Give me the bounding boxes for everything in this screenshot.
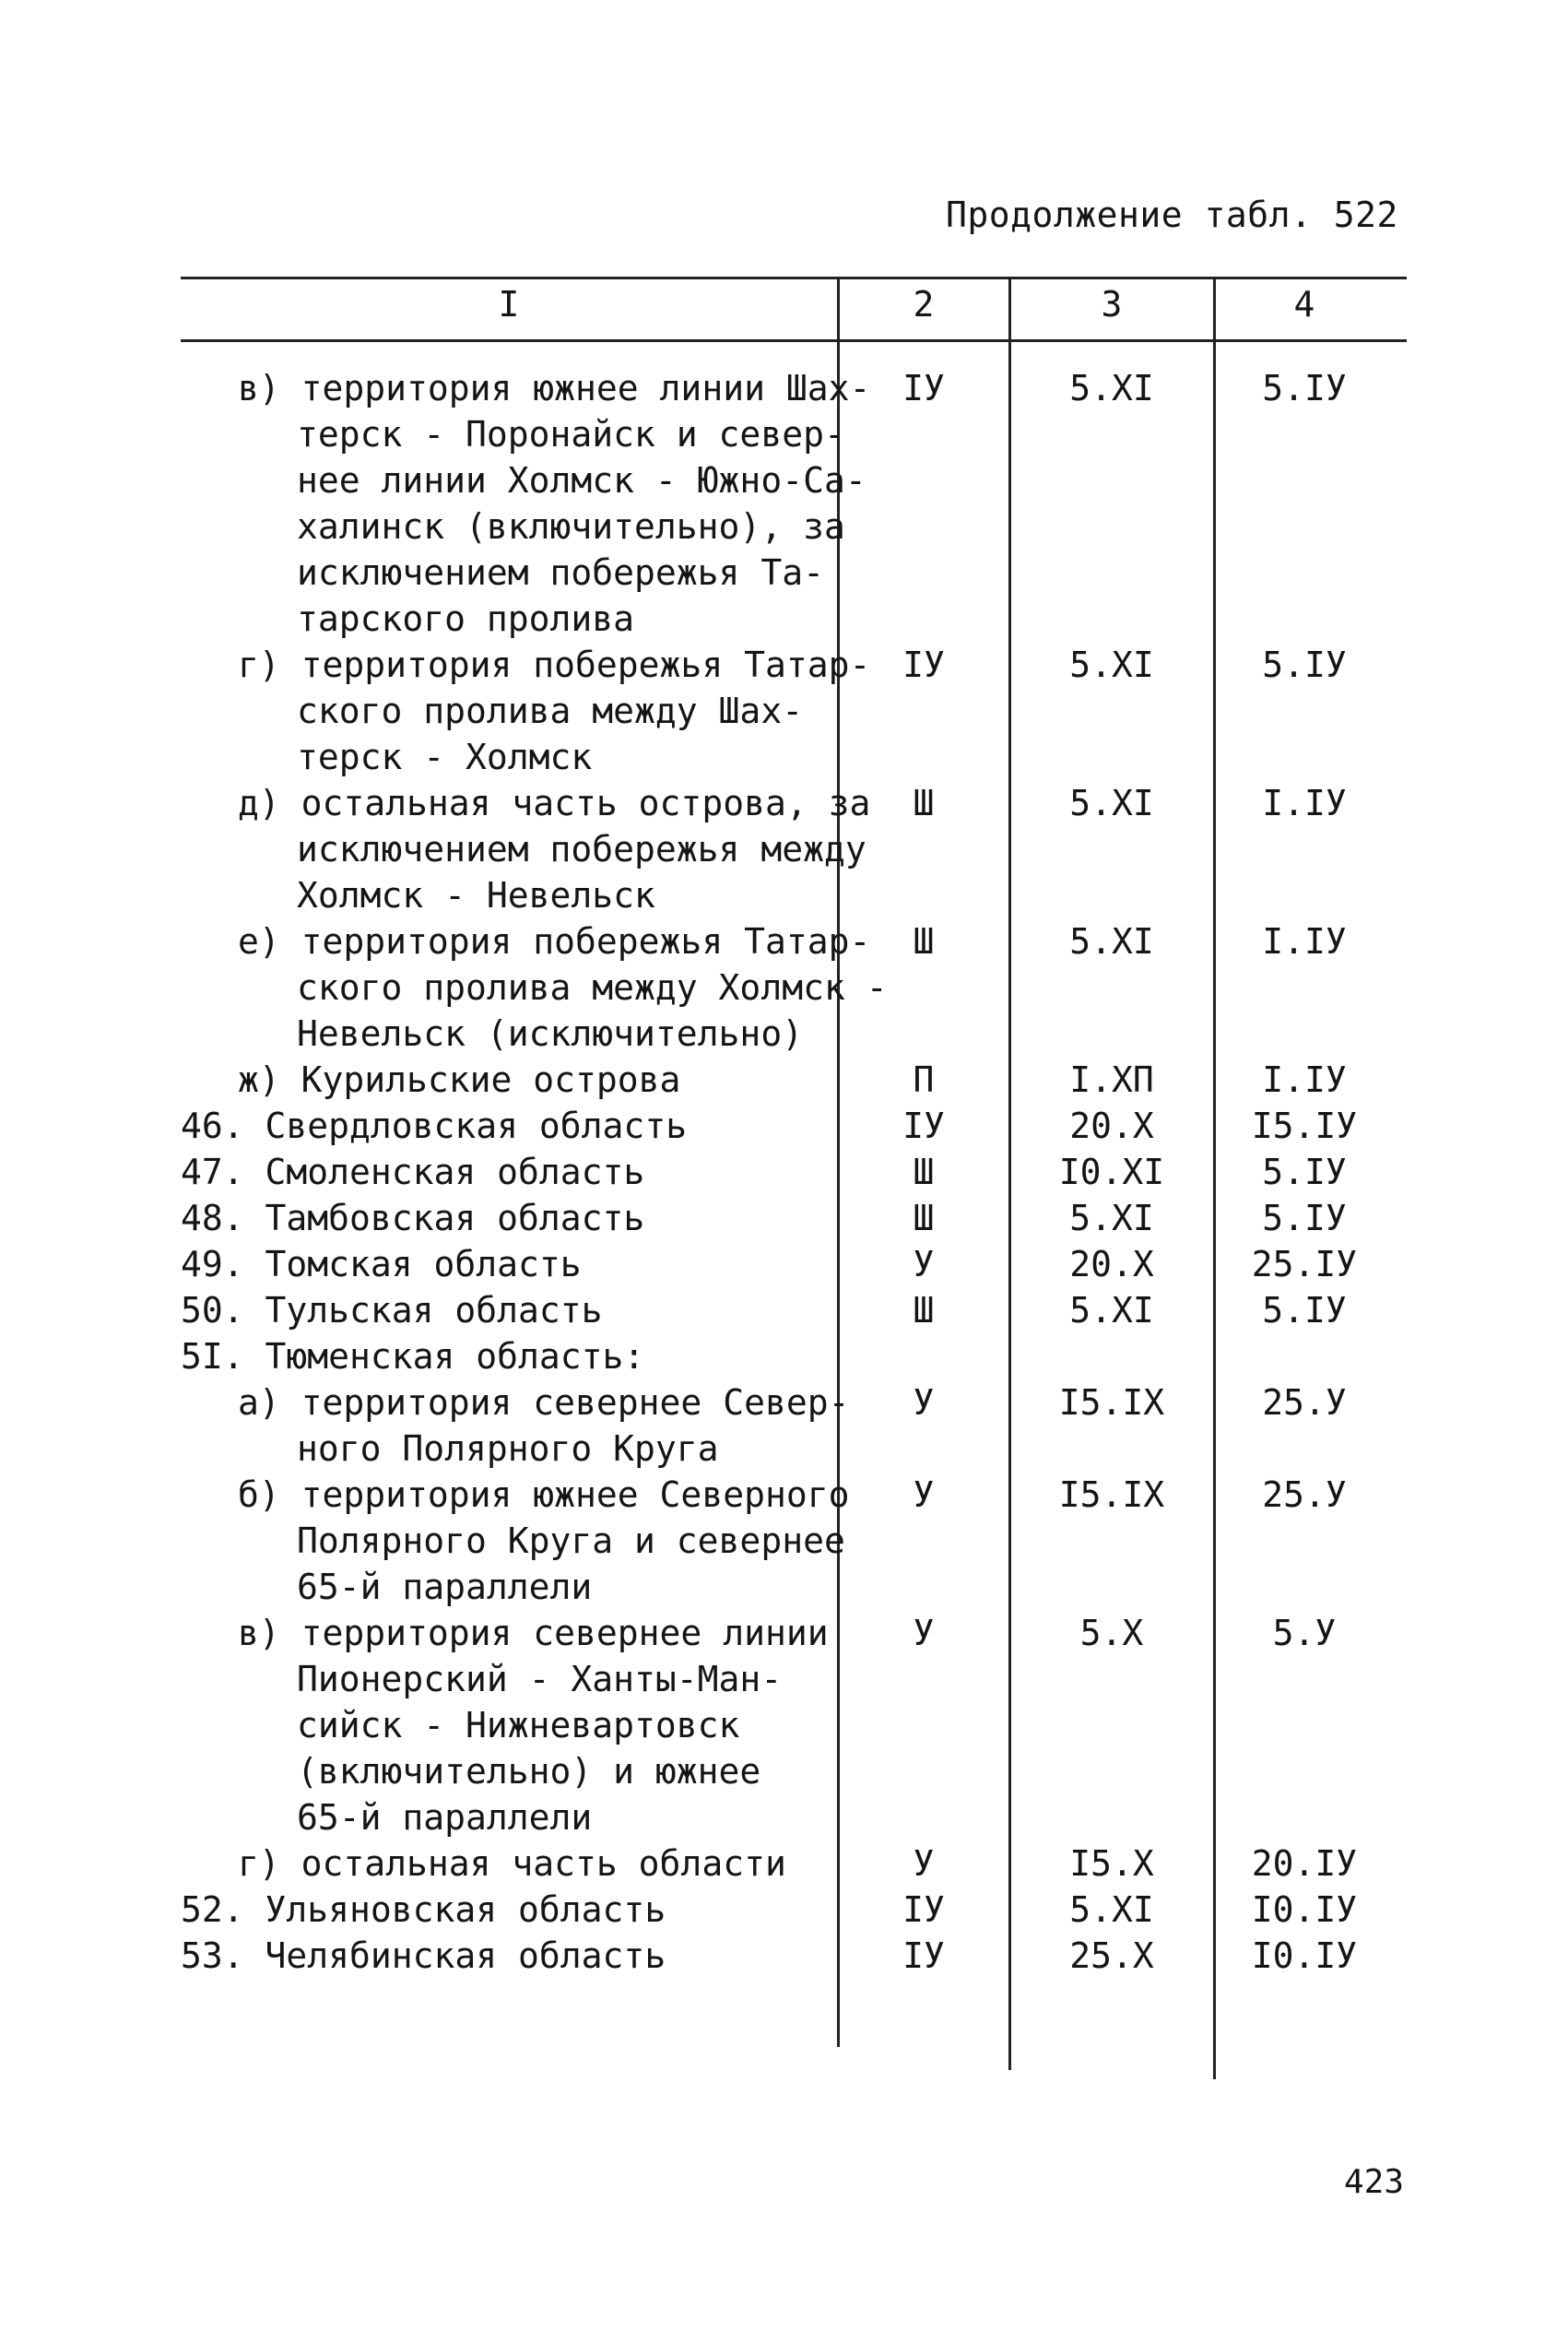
row-name-continuation: исключением побережья между xyxy=(297,829,867,870)
start-date-cell: I5.IX xyxy=(1058,1474,1165,1515)
end-date-cell: I.IУ xyxy=(1262,783,1347,823)
start-date-cell: I5.X xyxy=(1069,1843,1154,1884)
start-date-cell: I.XП xyxy=(1069,1059,1154,1100)
end-date-cell: 5.IУ xyxy=(1262,645,1347,685)
row-name: г) остальная часть области xyxy=(238,1843,786,1884)
table-row xyxy=(0,1840,1568,1887)
row-name: 48. Тамбовская область xyxy=(181,1198,645,1238)
zone-cell: У xyxy=(913,1244,935,1284)
zone-cell: Ш xyxy=(913,783,935,823)
row-name-continuation: Полярного Круга и севернее xyxy=(297,1520,845,1561)
row-name: в) территория южнее линии Шах- xyxy=(238,368,871,408)
zone-cell: У xyxy=(913,1474,935,1515)
table-row xyxy=(0,780,1568,918)
table-row xyxy=(0,1379,1568,1472)
row-name: д) остальная часть острова, за xyxy=(238,783,871,823)
zone-cell: Ш xyxy=(913,1152,935,1192)
row-name: 5I. Тюменская область: xyxy=(181,1336,645,1377)
zone-cell: IУ xyxy=(902,1106,945,1146)
row-name-continuation: тарского пролива xyxy=(297,598,635,639)
table-row xyxy=(0,1103,1568,1149)
row-name-continuation: халинск (включительно), за xyxy=(297,506,845,547)
table-row xyxy=(0,1472,1568,1610)
table-row xyxy=(0,1287,1568,1333)
table-top-rule xyxy=(181,277,1407,279)
zone-cell: IУ xyxy=(902,1935,945,1976)
row-name: е) территория побережья Татар- xyxy=(238,921,871,962)
start-date-cell: I5.IX xyxy=(1058,1382,1165,1423)
start-date-cell: 5.XI xyxy=(1069,921,1154,962)
zone-cell: Ш xyxy=(913,921,935,962)
zone-cell: Ш xyxy=(913,1290,935,1331)
table-row xyxy=(0,918,1568,1057)
zone-cell: У xyxy=(913,1613,935,1653)
header-bottom-rule xyxy=(181,339,1407,342)
zone-cell: IУ xyxy=(902,1889,945,1930)
end-date-cell: 25.IУ xyxy=(1251,1244,1358,1284)
start-date-cell: I0.XI xyxy=(1058,1152,1165,1192)
column-header-3: 3 xyxy=(1101,284,1123,325)
start-date-cell: 5.X xyxy=(1079,1613,1144,1653)
start-date-cell: 5.XI xyxy=(1069,645,1154,685)
table-row xyxy=(0,1933,1568,1979)
end-date-cell: 25.У xyxy=(1262,1474,1347,1515)
zone-cell: IУ xyxy=(902,368,945,408)
row-name: а) территория севернее Север- xyxy=(238,1382,850,1423)
row-name-continuation: исключением побережья Та- xyxy=(297,552,824,593)
table-row xyxy=(0,1195,1568,1241)
table-row xyxy=(0,1057,1568,1103)
column-header-1: I xyxy=(498,284,520,325)
row-name-continuation: Невельск (исключительно) xyxy=(297,1013,804,1054)
column-header-2: 2 xyxy=(913,284,935,325)
page-number: 423 xyxy=(1344,2163,1405,2201)
row-name-continuation: 65-й параллели xyxy=(297,1797,593,1838)
row-name: 50. Тульская область xyxy=(181,1290,603,1331)
table-row xyxy=(0,1241,1568,1287)
row-name-continuation: ского пролива между Шах- xyxy=(297,691,804,731)
end-date-cell: 5.IУ xyxy=(1262,1198,1347,1238)
end-date-cell: 5.IУ xyxy=(1262,1152,1347,1192)
row-name: 53. Челябинская область xyxy=(181,1935,666,1976)
row-name-continuation: ного Полярного Круга xyxy=(297,1428,719,1469)
row-name-continuation: Пионерский - Ханты-Ман- xyxy=(297,1659,783,1699)
table-caption: Продолжение табл. 522 xyxy=(946,195,1398,235)
row-name: 46. Свердловская область xyxy=(181,1106,688,1146)
end-date-cell: I0.IУ xyxy=(1251,1889,1358,1930)
table-row xyxy=(0,365,1568,642)
row-name-continuation: ского пролива между Холмск - xyxy=(297,967,888,1008)
row-name: 52. Ульяновская область xyxy=(181,1889,666,1930)
row-name: ж) Курильские острова xyxy=(238,1059,681,1100)
table-row xyxy=(0,1149,1568,1195)
end-date-cell: I0.IУ xyxy=(1251,1935,1358,1976)
table-row xyxy=(0,1610,1568,1840)
start-date-cell: 5.XI xyxy=(1069,1290,1154,1331)
row-name-continuation: (включительно) и южнее xyxy=(297,1751,761,1792)
table-row xyxy=(0,1887,1568,1933)
column-header-4: 4 xyxy=(1293,284,1315,325)
zone-cell: Ш xyxy=(913,1198,935,1238)
row-name: г) территория побережья Татар- xyxy=(238,645,871,685)
row-name-continuation: терск - Поронайск и север- xyxy=(297,414,845,455)
zone-cell: У xyxy=(913,1382,935,1423)
row-name-continuation: сийск - Нижневартовск xyxy=(297,1705,740,1745)
start-date-cell: 20.X xyxy=(1069,1244,1154,1284)
start-date-cell: 5.XI xyxy=(1069,1889,1154,1930)
row-name-continuation: Холмск - Невельск xyxy=(297,875,655,916)
end-date-cell: 25.У xyxy=(1262,1382,1347,1423)
end-date-cell: 5.IУ xyxy=(1262,368,1347,408)
row-name: в) территория севернее линии xyxy=(238,1613,829,1653)
zone-cell: IУ xyxy=(902,645,945,685)
row-name: 47. Смоленская область xyxy=(181,1152,645,1192)
start-date-cell: 20.X xyxy=(1069,1106,1154,1146)
start-date-cell: 25.X xyxy=(1069,1935,1154,1976)
start-date-cell: 5.XI xyxy=(1069,1198,1154,1238)
row-name-continuation: нее линии Холмск - Южно-Са- xyxy=(297,460,867,501)
row-name: б) территория южнее Северного xyxy=(238,1474,850,1515)
start-date-cell: 5.XI xyxy=(1069,783,1154,823)
row-name-continuation: 65-й параллели xyxy=(297,1567,593,1607)
end-date-cell: 5.У xyxy=(1272,1613,1337,1653)
table-row xyxy=(0,1333,1568,1379)
start-date-cell: 5.XI xyxy=(1069,368,1154,408)
row-name-continuation: терск - Холмск xyxy=(297,737,593,777)
end-date-cell: 20.IУ xyxy=(1251,1843,1358,1884)
zone-cell: У xyxy=(913,1843,935,1884)
end-date-cell: I5.IУ xyxy=(1251,1106,1358,1146)
end-date-cell: I.IУ xyxy=(1262,921,1347,962)
end-date-cell: 5.IУ xyxy=(1262,1290,1347,1331)
row-name: 49. Томская область xyxy=(181,1244,582,1284)
zone-cell: П xyxy=(913,1059,935,1100)
end-date-cell: I.IУ xyxy=(1262,1059,1347,1100)
table-row xyxy=(0,642,1568,780)
